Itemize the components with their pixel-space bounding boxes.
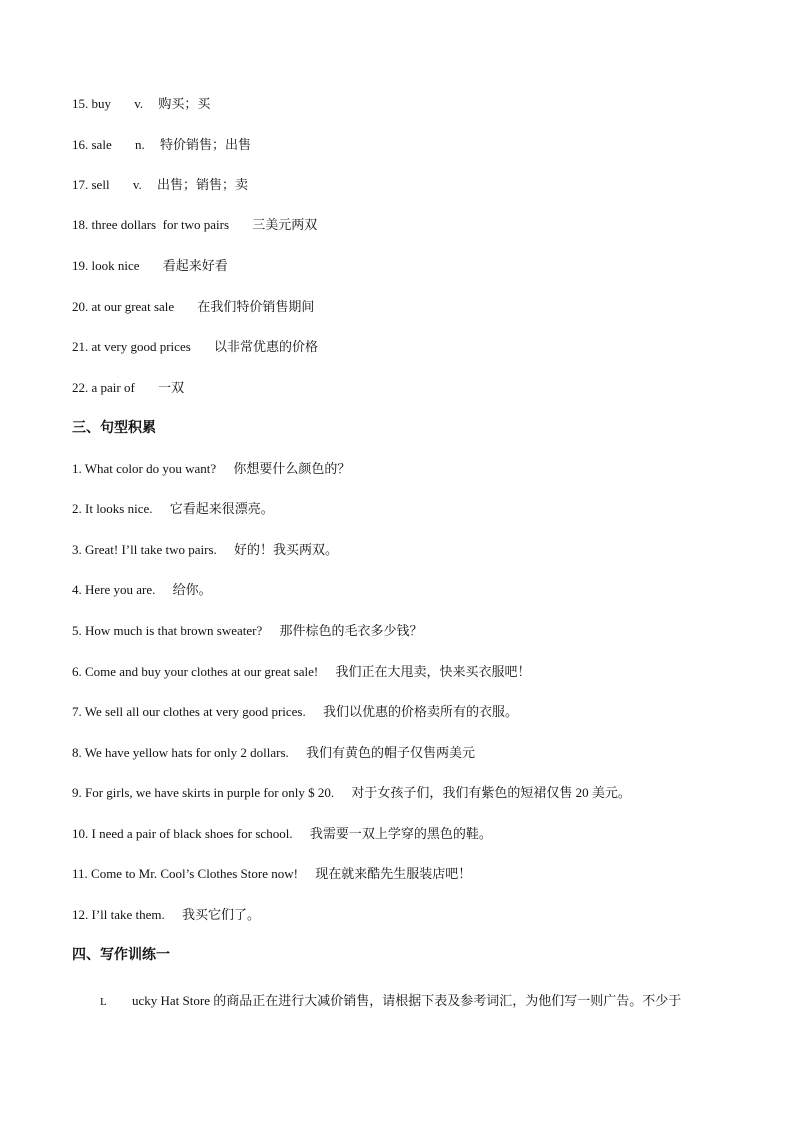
vocab-num: 19. <box>72 258 89 273</box>
sentence-english: 4. Here you are. <box>72 582 156 597</box>
vocab-line <box>72 95 210 113</box>
sentence-line <box>72 825 492 843</box>
sentence-english: 12. I’ll take them. <box>72 907 165 922</box>
vocab-line <box>72 379 184 397</box>
sentence-english: 1. What color do you want? <box>72 461 217 476</box>
vocab-line <box>72 216 317 234</box>
vocab-num: 17. <box>72 177 89 192</box>
prompt-text: ucky Hat Store 的商品正在进行大减价销售，请根据下表及参考词汇，为他们写一则广告。不少于 <box>131 993 682 1008</box>
sentence-english: 2. It looks nice. <box>72 501 153 516</box>
vocab-pos: n. <box>134 137 145 152</box>
sentence-english: 6. Come and buy your clothes at our great sale! <box>72 664 319 679</box>
sentence-english: 5. How much is that brown sweater? <box>72 623 263 638</box>
prompt-first-letter: L <box>100 996 107 1008</box>
sentence-line <box>72 784 631 802</box>
vocab-line <box>72 176 248 194</box>
sentence-line <box>72 744 475 762</box>
vocab-line <box>72 338 318 356</box>
sentence-line <box>72 703 518 721</box>
writing-prompt <box>100 992 681 1011</box>
sentence-chinese: 我需要一双上学穿的黑色的鞋。 <box>309 826 492 841</box>
vocab-english: sale <box>91 137 112 152</box>
sentence-chinese: 我们正在大甩卖，快来买衣服吧！ <box>335 664 531 679</box>
vocab-chinese: 出售；销售；卖 <box>156 177 248 192</box>
vocab-english: at very good prices <box>91 339 191 354</box>
vocab-num: 20. <box>72 299 89 314</box>
sentence-line <box>72 500 274 518</box>
sentence-line <box>72 663 530 681</box>
vocab-num: 21. <box>72 339 89 354</box>
vocab-line <box>72 257 228 275</box>
sentence-chinese: 现在就来酷先生服装店吧！ <box>315 866 472 881</box>
vocab-english: buy <box>91 96 111 111</box>
vocab-pos: v. <box>132 177 142 192</box>
vocab-line <box>72 298 314 316</box>
vocab-chinese: 看起来好看 <box>162 258 228 273</box>
vocab-chinese: 以非常优惠的价格 <box>214 339 319 354</box>
vocab-english: look nice <box>91 258 140 273</box>
sentence-chinese: 我们以优惠的价格卖所有的衣服。 <box>322 704 518 719</box>
section-heading: 四、写作训练一 <box>72 948 170 963</box>
vocab-num: 15. <box>72 96 89 111</box>
vocab-chinese: 三美元两双 <box>252 217 318 232</box>
sentence-english: 11. Come to Mr. Cool’s Clothes Store now! <box>72 866 298 881</box>
vocab-pos: v. <box>134 96 144 111</box>
sentence-english: 10. I need a pair of black shoes for school. <box>72 826 293 841</box>
vocab-num: 16. <box>72 137 89 152</box>
vocab-chinese: 特价销售；出售 <box>159 137 251 152</box>
sentence-line <box>72 865 471 883</box>
vocab-chinese: 一双 <box>158 380 185 395</box>
vocab-english: sell <box>91 177 110 192</box>
sentence-english: 7. We sell all our clothes at very good prices. <box>72 704 306 719</box>
vocab-chinese: 在我们特价销售期间 <box>197 299 315 314</box>
vocab-english: at our great sale <box>91 299 175 314</box>
sentence-line <box>72 581 212 599</box>
sentence-chinese: 我们有黄色的帽子仅售两美元 <box>306 745 476 760</box>
sentence-chinese: 好的！我买两双。 <box>234 542 339 557</box>
sentence-chinese: 对于女孩子们，我们有紫色的短裙仅售 20 美元。 <box>351 785 631 800</box>
sentence-line <box>72 622 423 640</box>
sentence-chinese: 我买它们了。 <box>182 907 261 922</box>
vocab-num: 18. <box>72 217 89 232</box>
sentence-chinese: 你想要什么颜色的？ <box>233 461 351 476</box>
sentence-line <box>72 906 260 924</box>
sentence-english: 3. Great! I’ll take two pairs. <box>72 542 217 557</box>
section-heading: 三、句型积累 <box>72 421 156 436</box>
sentence-chinese: 给你。 <box>172 582 212 597</box>
vocab-chinese: 购买；买 <box>158 96 211 111</box>
vocab-english: a pair of <box>91 380 135 395</box>
sentence-english: 9. For girls, we have skirts in purple for only $ 20. <box>72 785 335 800</box>
sentence-line <box>72 460 350 478</box>
sentence-line <box>72 541 338 559</box>
vocab-line <box>72 136 251 154</box>
sentence-chinese: 那件棕色的毛衣多少钱？ <box>279 623 423 638</box>
vocab-num: 22. <box>72 380 89 395</box>
sentence-chinese: 它看起来很漂亮。 <box>169 501 274 516</box>
sentence-english: 8. We have yellow hats for only 2 dollars. <box>72 745 289 760</box>
vocab-english: three dollars for two pairs <box>91 217 230 232</box>
